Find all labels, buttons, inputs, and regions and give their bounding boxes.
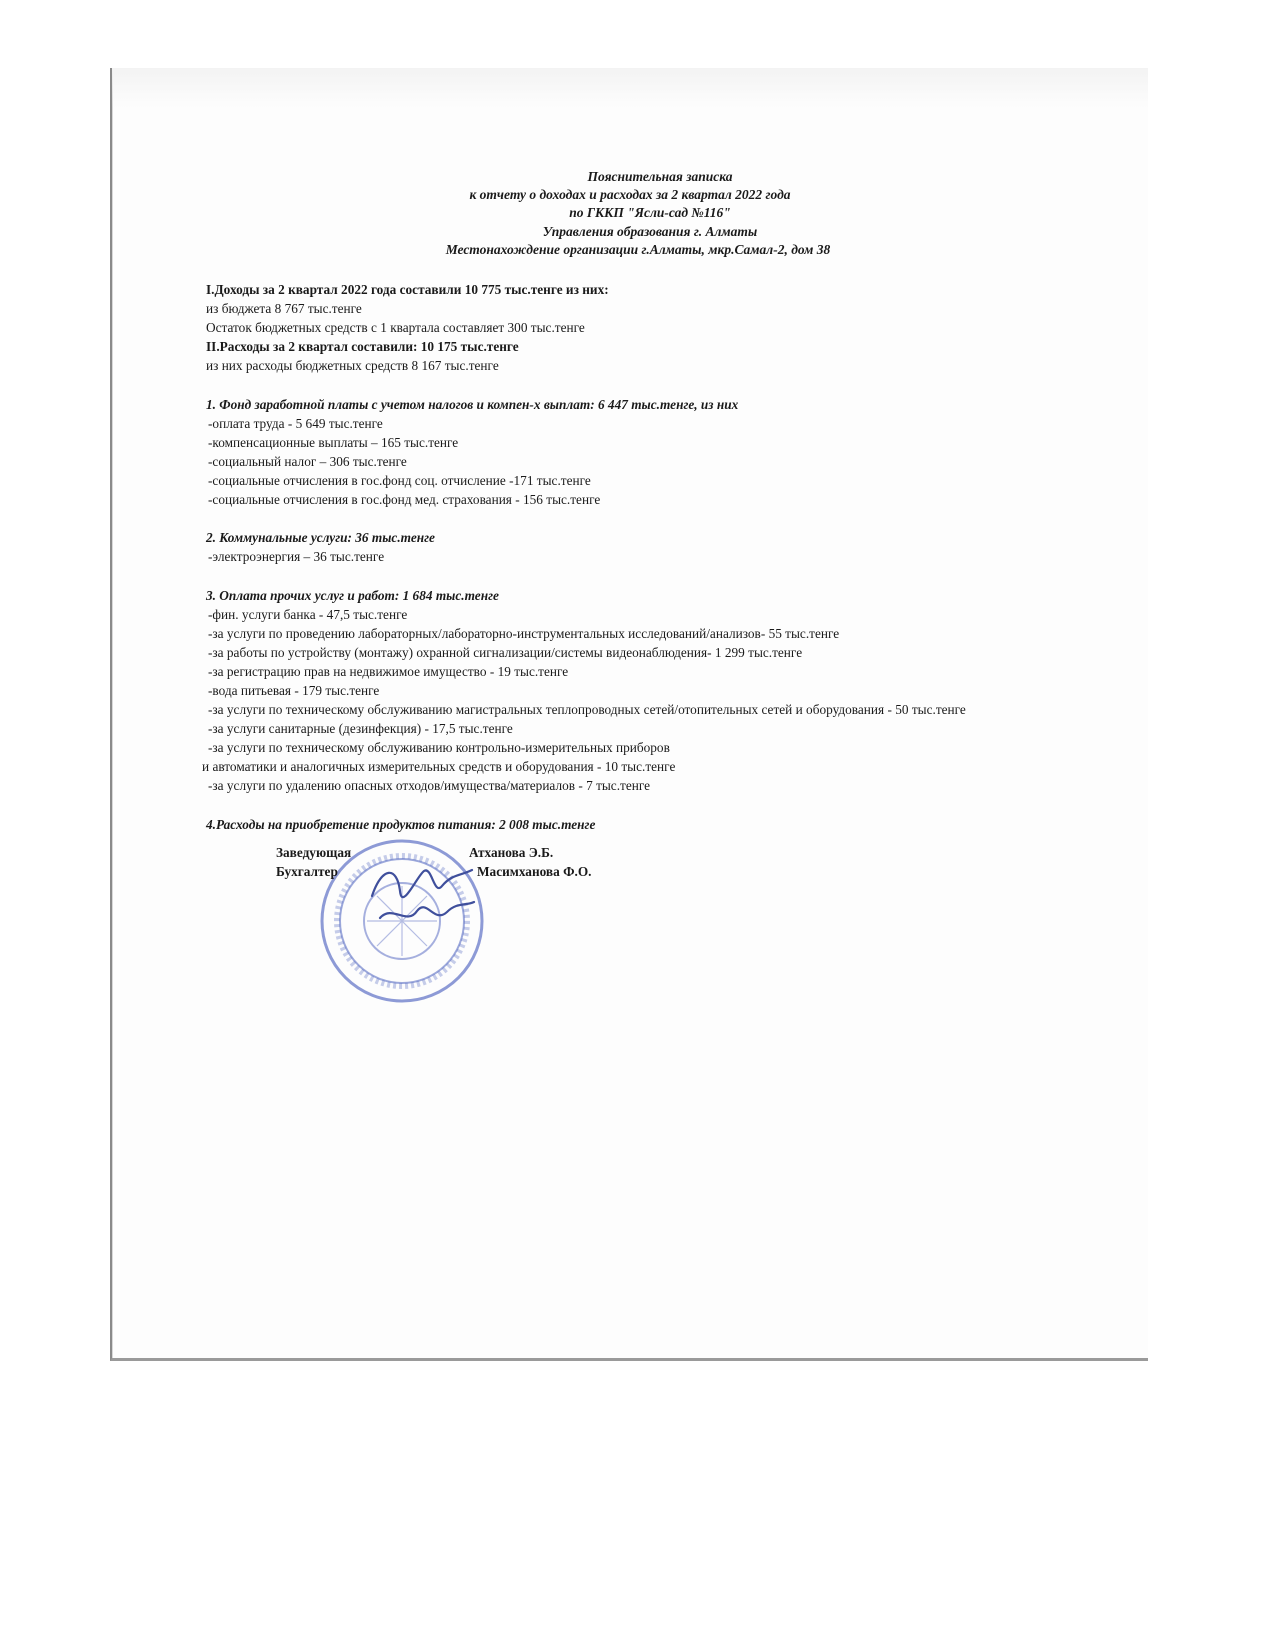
income-line: Остаток бюджетных средств с 1 квартала составляет 300 тыс.тенге	[206, 320, 585, 336]
title-line: по ГККП "Ясли-сад №116"	[569, 205, 731, 221]
utilities-heading: 2. Коммунальные услуги: 36 тыс.тенге	[206, 530, 435, 546]
head-title: Заведующая	[276, 845, 352, 860]
payroll-line: -оплата труда - 5 649 тыс.тенге	[208, 415, 383, 431]
food-heading: 4.Расходы на приобретение продуктов питания: 2 008 тыс.тенге	[206, 816, 596, 832]
accountant-title: Бухгалтер	[276, 864, 338, 879]
document-title	[112, 168, 1148, 259]
payroll-heading: 1. Фонд заработной платы с учетом налогов и компен-х выплат: 6 447 тыс.тенге, из них	[206, 396, 739, 412]
spacer	[206, 566, 1136, 585]
services-line: -за регистрацию прав на недвижимое имущество - 19 тыс.тенге	[208, 663, 569, 679]
spacer	[206, 509, 1136, 528]
payroll-line: -социальные отчисления в гос.фонд соц. отчисление -171 тыс.тенге	[208, 472, 591, 488]
services-line: -вода питьевая - 179 тыс.тенге	[208, 682, 380, 698]
title-line: к отчету о доходах и расходах за 2 квартал 2022 года	[469, 187, 791, 203]
scan-shading	[112, 68, 1148, 108]
services-line: -фин. услуги банка - 47,5 тыс.тенге	[208, 606, 408, 622]
payroll-line: -социальный налог – 306 тыс.тенге	[208, 453, 407, 469]
services-heading: 3. Оплата прочих услуг и работ: 1 684 тыс.тенге	[206, 587, 499, 603]
services-line: -за услуги по удалению опасных отходов/имущества/материалов - 7 тыс.тенге	[208, 778, 651, 794]
head-name: Атханова Э.Б.	[469, 845, 554, 860]
expenses-heading: II.Расходы за 2 квартал составили: 10 175 тыс.тенге	[206, 339, 519, 355]
income-line: из бюджета 8 767 тыс.тенге	[206, 301, 362, 317]
spacer	[206, 796, 1136, 815]
document-page	[110, 68, 1148, 1361]
payroll-line: -социальные отчисления в гос.фонд мед. страхования - 156 тыс.тенге	[208, 492, 601, 508]
services-line: -за услуги по проведению лабораторных/лабораторно-инструментальных исследований/анализов- 55 тыс.тенге	[208, 625, 840, 641]
expenses-line: из них расходы бюджетных средств 8 167 тыс.тенге	[206, 358, 499, 374]
spacer	[206, 375, 1136, 394]
services-line: и автоматики и аналогичных измерительных средств и оборудования - 10 тыс.тенге	[202, 759, 676, 775]
utilities-line: -электроэнергия – 36 тыс.тенге	[208, 549, 385, 565]
payroll-line: -компенсационные выплаты – 165 тыс.тенге	[208, 434, 459, 450]
document-body	[202, 280, 1136, 834]
title-line: Управления образования г. Алматы	[542, 223, 758, 239]
handwritten-signature	[362, 856, 482, 936]
accountant-name: Масимханова Ф.О.	[477, 864, 592, 879]
services-line: -за услуги санитарные (дезинфекция) - 17,5 тыс.тенге	[208, 721, 513, 737]
services-line: -за услуги по техническому обслуживанию магистральных теплопроводных сетей/отопительных сетей и оборудования - 50 тыс.тенге	[208, 702, 966, 718]
services-line: -за работы по устройству (монтажу) охранной сигнализации/системы видеонаблюдения- 1 299 тыс.тенге	[208, 644, 803, 660]
services-line: -за услуги по техническому обслуживанию контрольно-измерительных приборов	[208, 740, 670, 756]
title-line: Местонахождение организации г.Алматы, мкр.Самал-2, дом 38	[445, 241, 831, 257]
income-heading: I.Доходы за 2 квартал 2022 года составили 10 775 тыс.тенге из них:	[206, 282, 609, 297]
title-line: Пояснительная записка	[587, 169, 733, 184]
